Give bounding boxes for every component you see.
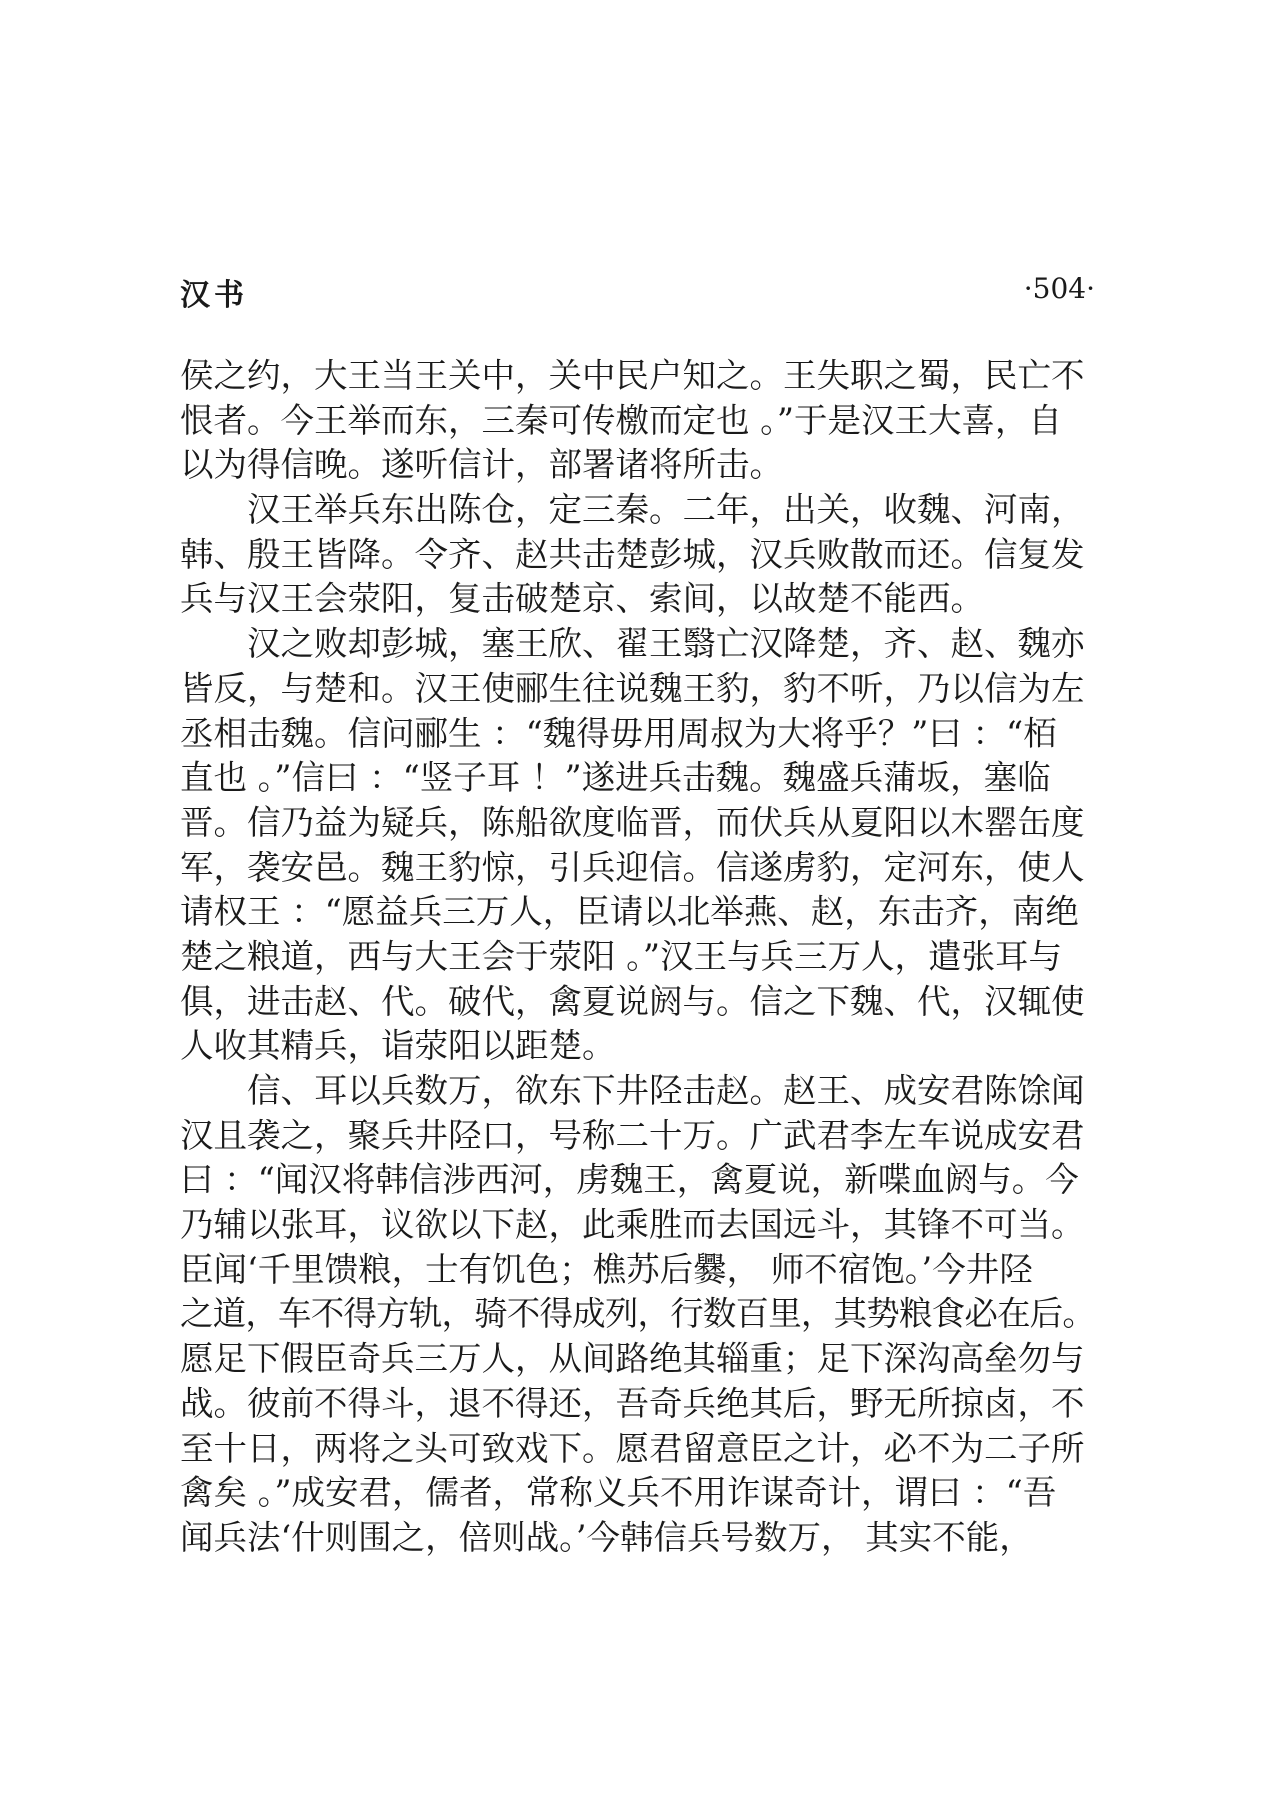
text-line: 乃辅以张耳，议欲以下赵，此乘胜而去国远斗，其锋不可当。 — [180, 1205, 1085, 1245]
text-line: 韩、殷王皆降。令齐、赵共击楚彭城，汉兵败散而还。信复发 — [180, 534, 1085, 574]
text-line: 人收其精兵，诣荥阳以距楚。 — [180, 1026, 616, 1066]
text-line: 侯之约，大王当王关中，关中民户知之。王失职之蜀，民亡不 — [180, 356, 1085, 395]
text-line: 汉且袭之，聚兵井陉口，号称二十万。广武君李左车说成安君 — [180, 1115, 1085, 1155]
book-title: 汉书 — [180, 278, 248, 313]
body-text — [180, 354, 1095, 1561]
text-line: 楚之粮道，西与大王会于荥阳 。”汉王与兵三万人，遣张耳与 — [180, 936, 1063, 976]
text-line: 丞相击魏。信问郦生 ：“魏得毋用周叔为大将乎？”曰 ：“栢 — [180, 713, 1057, 753]
text-line: 曰 ：“闻汉将韩信涉西河，虏魏王，禽夏说，新喋血阏与。今 — [180, 1160, 1079, 1200]
text-line: 战。彼前不得斗，退不得还，吾奇兵绝其后，野无所掠卤，不 — [180, 1383, 1085, 1423]
text-line: 晋。信乃益为疑兵，陈船欲度临晋，而伏兵从夏阳以木罂缶度 — [180, 802, 1085, 842]
page-header — [180, 270, 1095, 318]
text-line: 至十日，两将之头可致戏下。愿君留意臣之计，必不为二子所 — [180, 1428, 1085, 1468]
paragraph-start-line: 汉王举兵东出陈仓，定三秦。二年，出关，收魏、河南， — [247, 490, 1085, 530]
text-line: 禽矣 。”成安君，儒者，常称义兵不用诈谋奇计，谓曰 ：“吾 — [180, 1473, 1057, 1513]
text-line: 皆反，与楚和。汉王使郦生往说魏王豹，豹不听，乃以信为左 — [180, 668, 1085, 708]
text-line: 臣闻‘千里馈粮，士有饥色；樵苏后爨， 师不宿饱。’今井陉 — [180, 1249, 1033, 1289]
paragraph-start-line: 汉之败却彭城，塞王欣、翟王翳亡汉降楚，齐、赵、魏亦 — [247, 624, 1085, 664]
text-line: 请权王 ：“愿益兵三万人，臣请以北举燕、赵，东击齐，南绝 — [180, 892, 1079, 932]
text-line: 军，袭安邑。魏王豹惊，引兵迎信。信遂虏豹，定河东，使人 — [180, 847, 1085, 887]
text-line: 兵与汉王会荥阳，复击破楚京、索间，以故楚不能西。 — [180, 579, 984, 619]
text-line: 以为得信晚。遂听信计，部署诸将所击。 — [180, 445, 783, 485]
text-line: 恨者。今王举而东，三秦可传檄而定也 。”于是汉王大喜，自 — [180, 400, 1063, 440]
text-line: 愿足下假臣奇兵三万人，从间路绝其辎重；足下深沟高垒勿与 — [180, 1339, 1085, 1379]
page-number: ·504· — [1023, 272, 1095, 305]
paragraph-start-line: 信、耳以兵数万，欲东下井陉击赵。赵王、成安君陈馀闻 — [247, 1071, 1085, 1110]
text-line: 之道，车不得方轨，骑不得成列，行数百里，其势粮食必在后。 — [180, 1294, 1096, 1334]
text-line: 俱，进击赵、代。破代，禽夏说阏与。信之下魏、代，汉辄使 — [180, 981, 1085, 1021]
text-line: 直也 。”信曰 ：“竖子耳 ！”遂进兵击魏。魏盛兵蒲坂，塞临 — [180, 758, 1051, 798]
text-line: 闻兵法‘什则围之，倍则战。’今韩信兵号数万， 其实不能， — [180, 1517, 1033, 1557]
